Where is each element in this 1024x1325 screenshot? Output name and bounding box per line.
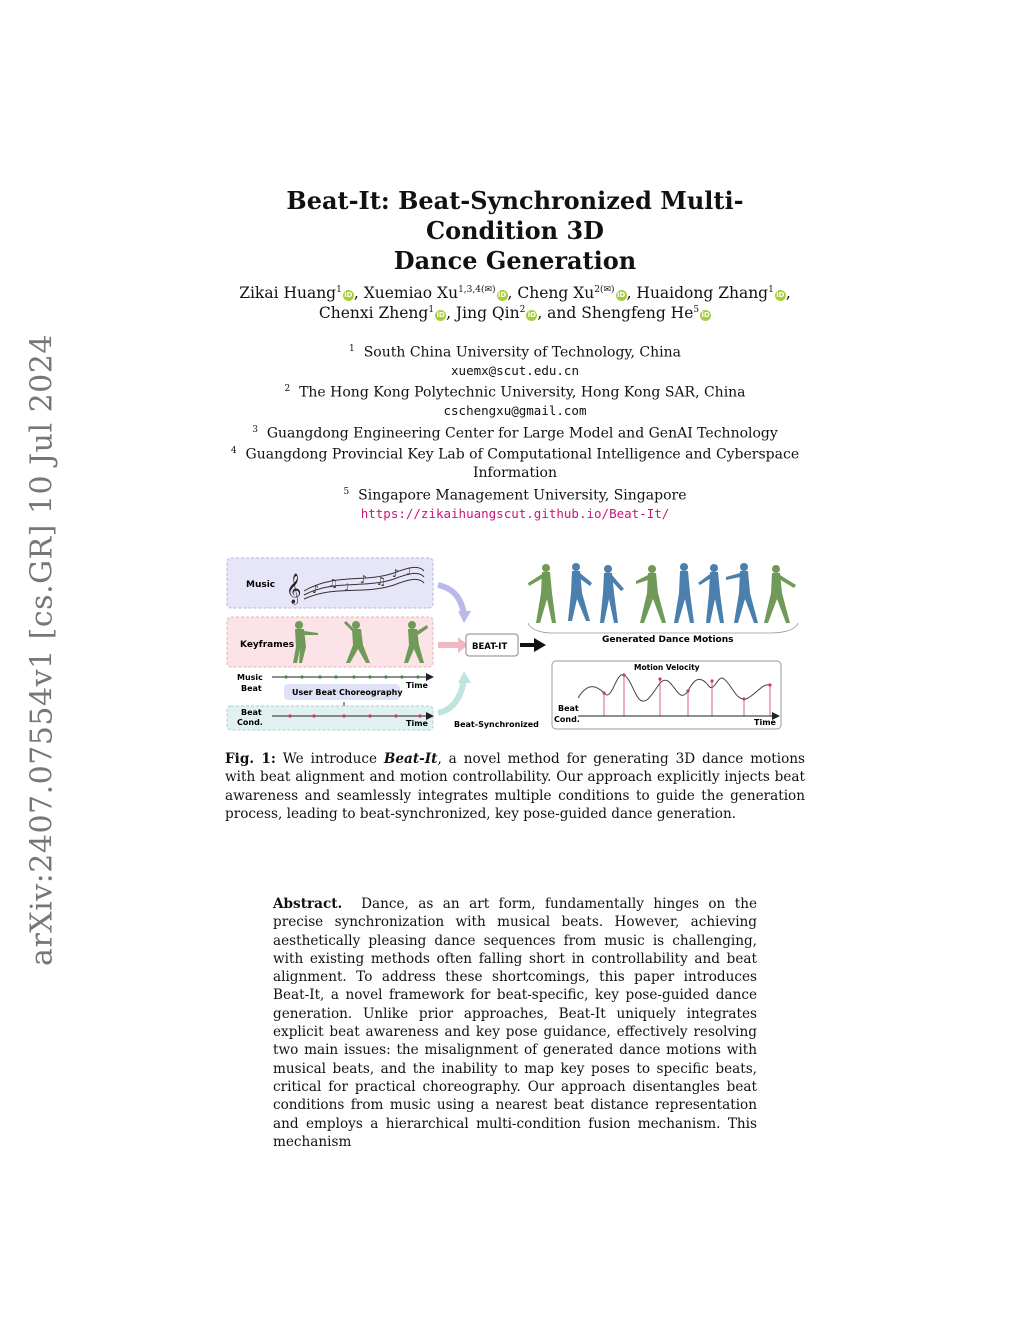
svg-text:♫: ♫ — [328, 577, 338, 590]
author-name: Xuemiao Xu — [363, 284, 459, 302]
author-sup: 2 — [519, 304, 526, 315]
affiliation-num: 2 — [284, 384, 291, 395]
dancer-7 — [726, 563, 758, 623]
orcid-icon[interactable]: iD — [776, 291, 785, 299]
affiliation-4-cont: Information — [472, 465, 558, 482]
velocity-time-label: Time — [754, 718, 776, 727]
svg-text:♪: ♪ — [392, 567, 400, 580]
beat-cond-label-2: Cond. — [237, 718, 263, 727]
email-1[interactable]: xuemx@scut.edu.cn — [451, 362, 579, 378]
author-sup: 5 — [693, 304, 700, 315]
affiliation-text: South China University of Technology, China — [363, 344, 681, 361]
author-name: Shengfeng He — [581, 304, 694, 322]
caption-method-name: Beat-It — [383, 751, 438, 767]
beat-cond-label-1: Beat — [241, 708, 262, 717]
motion-velocity-label: Motion Velocity — [634, 663, 700, 672]
author-name: Jing Qin — [455, 304, 520, 322]
svg-text:♪: ♪ — [360, 573, 368, 586]
beat-it-model-label: BEAT-IT — [472, 642, 508, 652]
dancer-1 — [528, 564, 556, 623]
author-name: Zikai Huang — [239, 284, 337, 302]
music-beat-time-label: Time — [406, 681, 428, 690]
affiliation-2 — [230, 380, 800, 402]
affiliation-num: 1 — [349, 344, 355, 354]
keyframes-label: Keyframes — [240, 640, 295, 650]
author-name: Cheng Xu — [517, 284, 595, 302]
orcid-icon[interactable]: iD — [497, 291, 507, 299]
author-conjunction: and — [547, 304, 577, 322]
title-line-1: Beat-It: Beat-Synchronized Multi-Condition 3D — [286, 186, 744, 245]
velocity-beat-label-1: Beat — [558, 704, 579, 713]
music-arrow-icon — [438, 585, 464, 615]
beat-condition-time-label: Time — [406, 719, 428, 728]
project-url-link[interactable]: https://zikaihuangscut.github.io/Beat-It/ — [360, 505, 670, 521]
affiliation-text: The Hong Kong Polytechnic University, Hong Kong SAR, China — [299, 384, 746, 401]
svg-text:♫: ♫ — [376, 575, 386, 588]
dancer-2 — [568, 563, 592, 621]
caption-label: Fig. 1: — [225, 751, 276, 767]
affiliation-text: Guangdong Provincial Key Lab of Computational Intelligence and Cyberspace — [245, 447, 800, 464]
affiliation-4 — [230, 442, 800, 464]
orcid-icon[interactable]: iD — [527, 311, 536, 319]
svg-text:♪: ♪ — [312, 583, 320, 596]
svg-text:♩: ♩ — [344, 581, 350, 594]
orcid-icon[interactable]: iD — [344, 291, 353, 299]
orcid-icon[interactable]: iD — [701, 311, 710, 319]
figure-caption — [225, 750, 805, 823]
author-name: Chenxi Zheng — [318, 304, 429, 322]
dancer-4 — [636, 565, 666, 623]
music-arrowhead-icon — [458, 611, 471, 623]
output-arrowhead-icon — [534, 638, 546, 652]
generated-dancers — [528, 563, 796, 623]
affiliation-5 — [230, 483, 800, 505]
affiliation-3 — [230, 421, 800, 443]
affiliation-num: 5 — [343, 486, 350, 497]
music-label: Music — [246, 580, 276, 590]
email-2[interactable]: cschengxu@gmail.com — [443, 403, 587, 419]
affiliation-1 — [230, 340, 800, 362]
velocity-beat-label-2: Cond. — [554, 715, 580, 724]
author-sup: 1 — [428, 304, 435, 315]
treble-clef-icon: 𝄞 — [286, 574, 302, 604]
orcid-icon[interactable]: iD — [616, 291, 626, 299]
paper-title — [230, 186, 800, 276]
abstract — [273, 895, 757, 1151]
author-name: Huaidong Zhang — [636, 284, 769, 302]
authors-line-1: Zikai Huang$^1$iD, Xuemiao $Xu^{1,3,4(✉)}iD$, Cheng $Xu^{2(✉)}iD$, Huaidong Zhang$^1$iD, — [239, 284, 791, 302]
arxiv-identifier: arXiv:2407.07554v1 [cs.GR] 10 Jul 2024 — [24, 334, 60, 966]
user-beat-choreography-label: User Beat Choreography — [292, 688, 403, 697]
author-sup: 2(✉) — [594, 284, 615, 295]
author-sup: 1 — [336, 284, 342, 295]
dancer-6 — [698, 564, 724, 623]
title-line-2: Dance Generation — [393, 246, 637, 275]
affiliation-text: Guangdong Engineering Center for Large Model and GenAI Technology — [266, 425, 778, 442]
abstract-text: Dance, as an art form, fundamentally hinges on the precise synchronization with musical beats. However, achieving aesthetically pleasing dance sequences from music is challenging, with existing methods often falling short in controllability and beat alignment. To address these shortcomings, this paper introduces Beat-It, a novel framework for beat-specific, key pose-guided dance generation. Unlike prior approaches, Beat-It uniquely integrates explicit beat awareness and key pose guidance, effectively resolving two main issues: the misalignment of generated dance motions with musical beats, and the inability to map key poses to specific beats, critical for practical choreography. Our approach disentangles beat conditions from music using a nearest beat distance representation and employs a hierarchical multi-condition fusion mechanism. This mechanism — [273, 896, 757, 1150]
figure-1 — [224, 553, 808, 737]
author-sup: 1,3,4(✉) — [458, 284, 496, 295]
affiliation-num: 4 — [230, 446, 237, 457]
abstract-label: Abstract. — [273, 896, 343, 912]
svg-text:♩: ♩ — [406, 565, 412, 578]
generated-bracket — [528, 623, 798, 633]
beat-arrow-icon — [438, 679, 464, 713]
beat-arrowhead-icon — [458, 671, 471, 683]
caption-intro: We introduce — [275, 751, 384, 767]
dancer-3 — [600, 565, 624, 623]
music-beat-label-1: Music — [237, 673, 263, 682]
affiliations — [230, 340, 800, 523]
dancer-8 — [764, 565, 796, 623]
affiliation-num: 3 — [252, 424, 258, 435]
author-sup: 1 — [768, 284, 774, 295]
orcid-icon[interactable]: iD — [436, 311, 445, 319]
music-beat-label-2: Beat — [241, 684, 262, 693]
affiliation-text: Singapore Management University, Singapore — [358, 487, 687, 504]
generated-dance-motions-label: Generated Dance Motions — [602, 635, 734, 645]
beat-synchronized-label: Beat-Synchronized — [454, 720, 539, 729]
caption-text: , a novel method for generating 3D dance motions with beat alignment and motion controllability. Our approach explicitly injects beat awareness and seamlessly integrates multiple conditions to guide the generation process, leading to beat-synchronized, key pose-guided dance generation. — [225, 751, 806, 822]
authors-line-2: Chenxi Zheng$^1$iD, Jing Qin$^2$iD, and Shengfeng He$^5$iD — [318, 304, 710, 322]
dancer-5 — [674, 563, 694, 623]
